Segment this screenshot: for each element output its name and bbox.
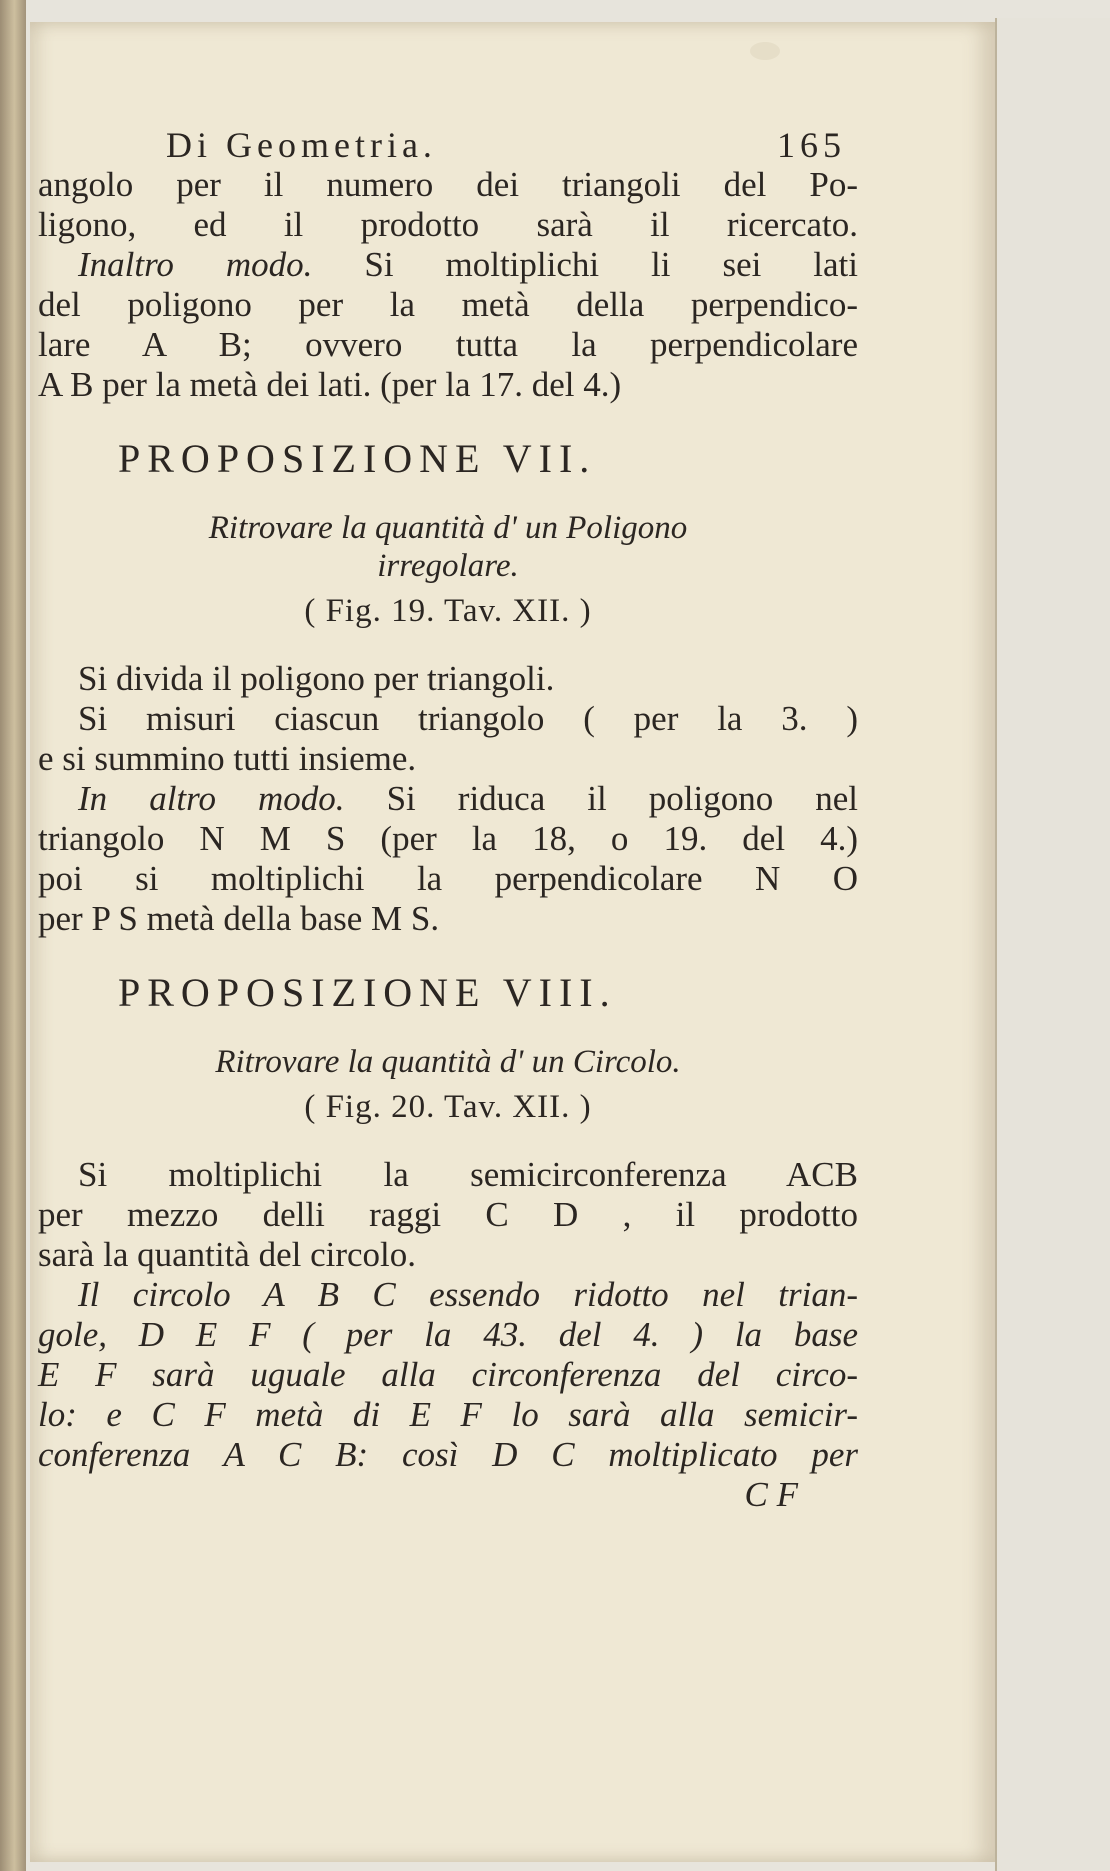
proposition-heading: PROPOSIZIONE VII. — [118, 436, 597, 481]
text-line: Si divida il poligono per triangoli. — [78, 659, 555, 698]
text-line: A B per la metà dei lati. (per la 17. del 4.) — [38, 365, 622, 404]
text-line: Il circolo A B C essendo ridotto nel trian- — [78, 1275, 858, 1314]
facing-page-edge — [0, 0, 26, 1871]
text-line: per P S metà della base M S. — [38, 899, 440, 938]
running-header — [38, 125, 858, 165]
text-line: Si moltiplichi la semicirconferenza ACB — [78, 1155, 858, 1194]
alt-text: Si moltiplichi li sei lati — [364, 245, 858, 284]
text-line — [38, 779, 858, 819]
proposition-title: Ritrovare la quantità d' un Circolo. — [215, 1044, 681, 1080]
text-line: e si summino tutti insieme. — [38, 739, 417, 778]
text-line: poi si moltiplichi la perpendicolare N O — [38, 859, 858, 898]
figure-reference: ( Fig. 19. Tav. XII. ) — [304, 593, 592, 629]
text-line: angolo per il numero dei triangoli del Po- — [38, 165, 858, 204]
text-line: triangolo N M S (per la 18, o 19. del 4.) — [38, 819, 858, 858]
alt-label: Inaltro modo. — [78, 245, 313, 284]
proposition-title: Ritrovare la quantità d' un Poligono — [208, 510, 688, 546]
catchword: C F — [744, 1475, 798, 1514]
text-line: per mezzo delli raggi C D , il prodotto — [38, 1195, 858, 1234]
text-line: Si misuri ciascun triangolo ( per la 3. ) — [78, 699, 858, 738]
text-line: gole, D E F ( per la 43. del 4. ) la base — [38, 1315, 858, 1354]
alt-text: Si riduca il poligono nel — [386, 779, 859, 818]
page-text — [38, 125, 858, 1515]
proposition-heading: PROPOSIZIONE VIII. — [118, 970, 617, 1015]
paper-stain — [750, 42, 780, 60]
text-line: conferenza A C B: così D C moltiplicato per — [38, 1435, 858, 1474]
running-title: Di Geometria. — [166, 125, 437, 165]
page-number: 165 — [777, 125, 846, 165]
proposition-title: irregolare. — [377, 548, 519, 584]
text-line: lare A B; ovvero tutta la perpendicolare — [38, 325, 858, 364]
text-line: sarà la quantità del circolo. — [38, 1235, 417, 1274]
figure-reference: ( Fig. 20. Tav. XII. ) — [304, 1089, 592, 1125]
text-line: ligono, ed il prodotto sarà il ricercato. — [38, 205, 858, 244]
text-line: lo: e C F metà di E F lo sarà alla semicir- — [38, 1395, 858, 1434]
alt-label: In altro modo. — [78, 779, 345, 818]
text-line: del poligono per la metà della perpendico- — [38, 285, 858, 324]
page-border — [995, 18, 1110, 1871]
text-line — [38, 245, 858, 285]
text-line: E F sarà uguale alla circonferenza del circo- — [38, 1355, 858, 1394]
